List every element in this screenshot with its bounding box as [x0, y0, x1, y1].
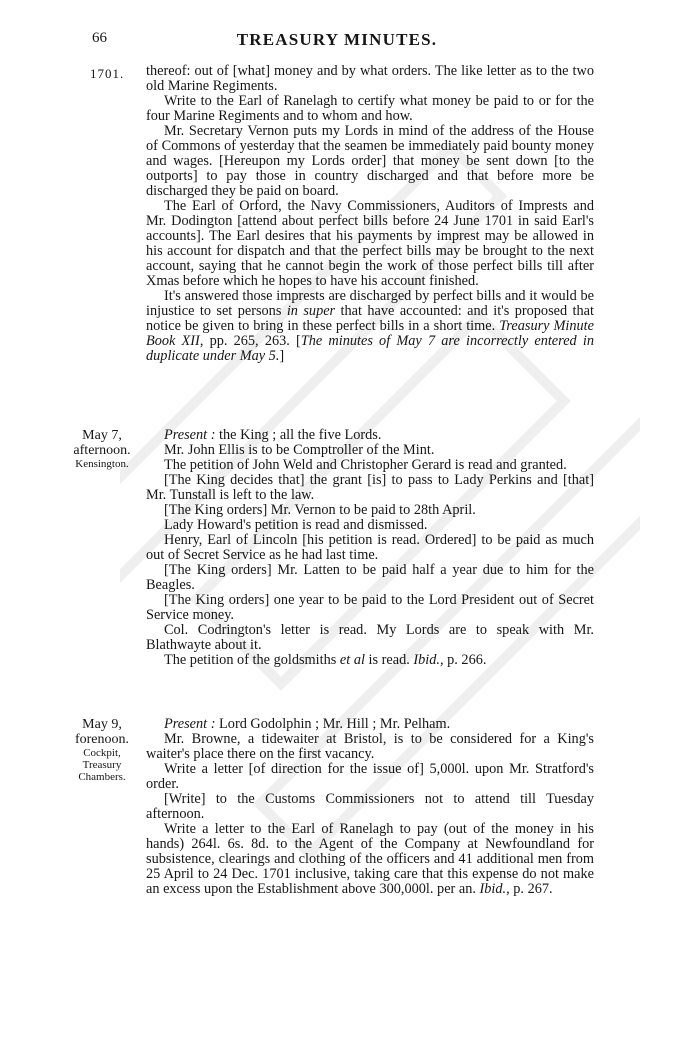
section-may-9 [146, 717, 594, 897]
margin-time: afternoon. [73, 443, 131, 458]
paragraph: Write to the Earl of Ranelagh to certify what money be paid to or for the four Marine Regiments and to whom and how. [146, 93, 594, 124]
paragraph: [The King decides that] the grant [is] to pass to Lady Perkins and [that] Mr. Tunstall is left to the law. [146, 472, 594, 503]
year-marker: 1701. [90, 66, 125, 81]
paragraph: The Earl of Orford, the Navy Commissioners, Auditors of Imprests and Mr. Dodington [attend about perfect bills before 24 June 1701 in said Earl's accounts]. The Earl desires that his payments by imprest may be allowed in his account for dispatch and that the perfect bills may be brought to the next account, saying that he cannot begin the work of those perfect bills till after Xmas before which he hopes to have his account finished. [146, 198, 594, 289]
paragraph: Mr. John Ellis is to be Comptroller of the Mint. [164, 442, 435, 458]
present-label: Present : [164, 716, 216, 732]
paragraph: The petition of the goldsmiths et al is read. Ibid., p. 266. [164, 652, 487, 668]
paragraph: Lady Howard's petition is read and dismissed. [164, 517, 428, 533]
paragraph: The petition of John Weld and Christopher Gerard is read and granted. [164, 457, 567, 473]
running-title: TREASURY MINUTES. [236, 30, 438, 49]
paragraph: [Write] to the Customs Commissioners not to attend till Tuesday afternoon. [146, 791, 594, 822]
paragraph: Mr. Secretary Vernon puts my Lords in mind of the address of the House of Commons of yesterday that the seamen be immediately paid bounty money and wages. [Hereupon my Lords order] that money be sent down [to the outports] to pay those in country discharged and that before more be discharged they be paid on board. [146, 123, 594, 199]
page-header [0, 30, 674, 50]
paragraph: [The King orders] Mr. Latten to be paid half a year due to him for the Beagles. [146, 562, 594, 593]
section-may-7 [146, 428, 594, 668]
paragraph: It's answered those imprests are discharged by perfect bills and it would be injustice to set persons in super that have accounted: and it's proposed that notice be given to bring in these perfect bills in a short time. Treasury Minute Book XII, pp. 265, 263. [The minutes of May 7 are incorrectly entered in duplicate under May 5.] [146, 288, 594, 364]
margin-note-may-7 [66, 428, 138, 470]
section-may-5-continued [146, 64, 594, 364]
paragraph: [The King orders] Mr. Vernon to be paid to 28th April. [164, 502, 476, 518]
paragraph: Henry, Earl of Lincoln [his petition is read. Ordered] to be paid as much out of Secret Service as he had last time. [146, 532, 594, 563]
margin-date: May 9, [82, 717, 122, 732]
present-line: Present : Lord Godolphin ; Mr. Hill ; Mr. Pelham. [164, 716, 451, 732]
paragraph: [The King orders] one year to be paid to the Lord President out of Secret Service money. [146, 592, 594, 623]
paragraph: Mr. Browne, a tidewaiter at Bristol, is to be considered for a King's waiter's place there on the first vacancy. [146, 731, 594, 762]
margin-place: Kensington. [75, 458, 129, 470]
page-number: 66 [92, 30, 107, 46]
margin-date: May 7, [82, 428, 122, 443]
present-line: Present : the King ; all the five Lords. [164, 427, 382, 443]
margin-place: Treasury [82, 759, 122, 771]
present-label: Present : [164, 427, 216, 443]
paragraph: Col. Codrington's letter is read. My Lords are to speak with Mr. Blathwayte about it. [146, 622, 594, 653]
source-citation: Ibid. [413, 652, 440, 668]
paragraph: Write a letter [of direction for the issue of] 5,000l. upon Mr. Stratford's order. [146, 761, 594, 792]
margin-note-may-9 [66, 717, 138, 783]
margin-place: Cockpit, [83, 747, 121, 759]
margin-time: forenoon. [74, 732, 130, 747]
paragraph: Write a letter to the Earl of Ranelagh to pay (out of the money in his hands) 264l. 6s. 8d. to the Agent of the Company at Newfoundland for subsistence, clearings and clothing of the officers and 41 additional men from 25 April to 24 Dec. 1701 inclusive, taking care that this expense do not make an excess upon the Establishment above 300,000l. per an. Ibid., p. 267. [146, 821, 594, 897]
paragraph: thereof: out of [what] money and by what orders. The like letter as to the two old Marine Regiments. [146, 63, 594, 94]
source-citation: Treasury Minute Book XII [146, 318, 594, 349]
source-citation: Ibid. [479, 881, 507, 897]
margin-place: Chambers. [78, 771, 126, 783]
editorial-note: The minutes of May 7 are incorrectly entered in duplicate under May 5. [146, 333, 594, 364]
